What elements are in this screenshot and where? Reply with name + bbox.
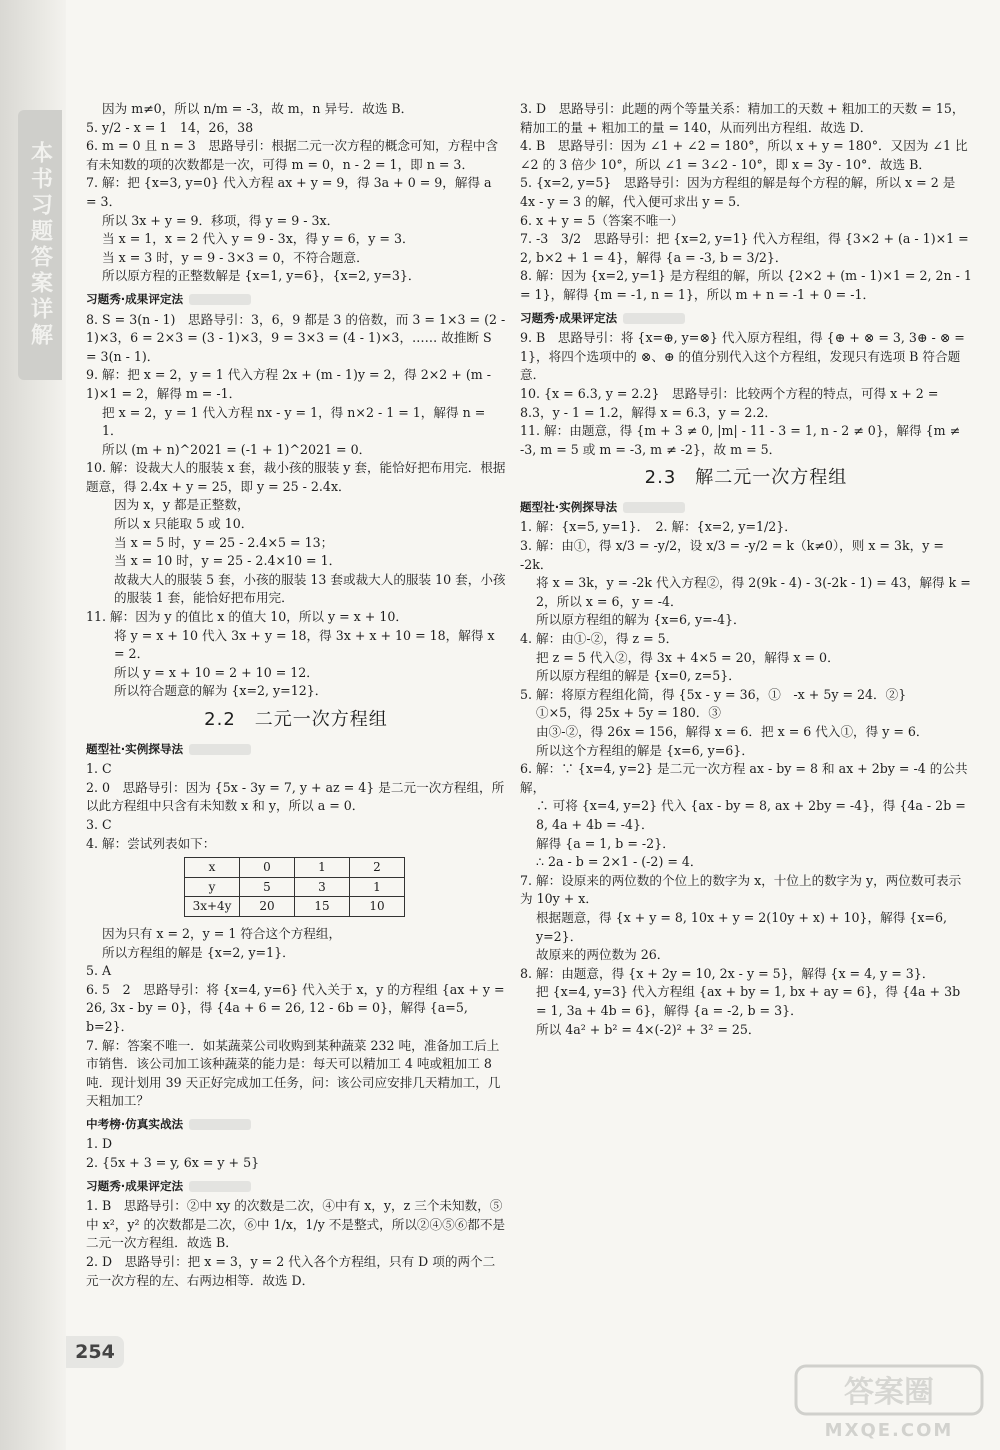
left-column bbox=[86, 100, 506, 1290]
table-cell: 2 bbox=[350, 858, 405, 878]
answer-line: 3. 解：由①，得 x/3 = -y/2，设 x/3 = -y/2 = k（k≠0），则 x = 3k，y = -2k． bbox=[520, 538, 944, 572]
answer-line: 6. x + y = 5（答案不唯一） bbox=[520, 212, 684, 228]
table-row bbox=[185, 858, 405, 878]
answer-line: 1. D bbox=[86, 1136, 113, 1152]
answer-line: 因为 m≠0，所以 n/m = -3，故 m，n 异号．故选 B． bbox=[102, 101, 414, 116]
answer-line: 因为只有 x = 2，y = 1 符合这个方程组， bbox=[102, 925, 342, 941]
answer-line: 当 x = 1，x = 2 代入 y = 9 - 3x，得 y = 6，y = 3． bbox=[102, 231, 415, 247]
right-column bbox=[520, 100, 972, 1039]
answer-line: 所以 3x + y = 9．移项，得 y = 9 - 3x． bbox=[102, 212, 340, 228]
answer-line: 根据题意，得 {x + y = 8, 10x + y = 2(10y + x) + 10}，解得 {x=6, y=2}． bbox=[536, 909, 947, 944]
table-cell: 20 bbox=[240, 897, 295, 917]
answer-line: 10. {x = 6.3, y = 2.2} 思路导引：比较两个方程的特点，可得 x + 2 = 8.3，y - 1 = 1.2，解得 x = 6.3，y = 2.2． bbox=[520, 385, 939, 420]
answer-line: 当 x = 5 时，y = 25 - 2.4×5 = 13； bbox=[114, 534, 334, 550]
answer-line: 由③-②，得 26x = 156，解得 x = 6．把 x = 6 代入①，得 y = 6． bbox=[536, 724, 929, 739]
answer-line: 1. 解：{x=5, y=1}． 2. 解：{x=2, y=1/2}． bbox=[520, 519, 797, 535]
answer-line: 把 x = 2，y = 1 代入方程 nx - y = 1，得 n×2 - 1 = 1，解得 n = 1． bbox=[102, 404, 486, 439]
answer-line: 当 x = 3 时，y = 9 - 3×3 = 0，不符合题意． bbox=[102, 249, 369, 265]
answer-line: 把 {x=4, y=3} 代入方程组 {ax + by = 1, bx + ay = 6}，得 {4a + 3b = 1, 3a + 4b = 6}，解得 {a = -2, b = 3}． bbox=[536, 984, 961, 1018]
table-cell: 3x+4y bbox=[185, 897, 240, 917]
answer-line: 7. 解：把 {x=3, y=0} 代入方程 ax + y = 9，得 3a + 0 = 9，解得 a = 3． bbox=[86, 175, 492, 209]
side-tab bbox=[18, 110, 62, 380]
answer-line: 所以 (m + n)^2021 = (-1 + 1)^2021 = 0． bbox=[102, 441, 372, 457]
answer-line: 7. 解：设原来的两位数的个位上的数字为 x，十位上的数字为 y，两位数可表示为 10y + x． bbox=[520, 872, 962, 907]
answer-line: 7. 解：答案不唯一．如某蔬菜公司收购到某种蔬菜 232 吨，准备加工后上市销售．该公司加工该种蔬菜的能力是：每天可以精加工 4 吨或粗加工 8 吨．现计划用 39 天正好完成加工任务，问：该公司应安排几天精加工，几天粗加工？ bbox=[86, 1037, 501, 1109]
section-tag bbox=[623, 502, 685, 513]
table-cell: 15 bbox=[295, 897, 350, 917]
section-tag bbox=[623, 313, 685, 324]
answer-line: 4. B 思路导引：因为 ∠1 + ∠2 = 180°，所以 x + y = 180°．又因为 ∠1 比 ∠2 的 3 倍少 10°，所以 ∠1 = 3∠2 - 10°，即 x = 3y - 10°．故选 B． bbox=[520, 138, 968, 172]
answer-line: ∴ 2a - b = 2×1 - (-2) = 4． bbox=[536, 854, 703, 870]
answer-line: 4. 解：由①-②，得 z = 5． bbox=[520, 631, 679, 647]
answer-line: 3. C bbox=[86, 816, 112, 832]
answer-line: 1. C bbox=[86, 761, 112, 777]
answer-line: 9. B 思路导引：将 {x=⊕, y=⊗} 代入原方程组，得 {⊕ + ⊗ = 3, 3⊕ - ⊗ = 1}，将四个选项中的 ⊗、⊕ 的值分别代入这个方程组，发现只有选项 B 符合题意． bbox=[520, 330, 965, 383]
answer-line: 11. 解：由题意，得 {m + 3 ≠ 0, |m| - 11 - 3 = 1, n - 2 ≠ 0}，解得 {m ≠ -3, m = 5 或 m = -3, m ≠ -2}，故 m = 5． bbox=[520, 423, 961, 457]
table-cell: 5 bbox=[240, 877, 295, 897]
table-row bbox=[185, 877, 405, 897]
section-label: 中考榜·仿真实战法 bbox=[86, 1115, 506, 1134]
answer-line: 所以 x 只能取 5 或 10． bbox=[114, 516, 254, 532]
answer-line: 当 x = 10 时，y = 25 - 2.4×10 = 1． bbox=[114, 553, 342, 569]
answer-line: 7. -3 3/2 思路导引：把 {x=2, y=1} 代入方程组，得 {3×2 + (a - 1)×1 = 2, b×2 + 1 = 4}，解得 {a = -3, b = 3/2}． bbox=[520, 231, 969, 265]
answer-line: 1. B 思路导引：②中 xy 的次数是二次，④中有 x，y，z 三个未知数，⑤中 x²，y² 的次数都是二次，⑥中 1/x，1/y 不是整式，所以②④⑤⑥都不是二元一次方程组．故选 B． bbox=[86, 1198, 506, 1251]
table-cell: 10 bbox=[350, 897, 405, 917]
answer-line: 2. D 思路导引：把 x = 3，y = 2 代入各个方程组，只有 D 项的两个二元一次方程的左、右两边相等．故选 D． bbox=[86, 1254, 496, 1288]
answer-line: 所以方程组的解是 {x=2, y=1}． bbox=[102, 944, 295, 960]
answer-line: 所以这个方程组的解是 {x=6, y=6}． bbox=[536, 742, 754, 758]
section-tag bbox=[189, 1181, 251, 1192]
section-label: 题型社·实例探导法 bbox=[86, 740, 506, 759]
answer-line: 5. 解：将原方程组化简，得 {5x - y = 36，① -x + 5y = 24．②} bbox=[520, 686, 907, 702]
answer-line: 故裁大人的服装 5 套，小孩的服装 13 套或裁大人的服装 10 套，小孩的服装 1 套，能恰好把布用完． bbox=[114, 571, 506, 606]
answer-line: 8. 解：因为 {x=2, y=1} 是方程组的解，所以 {2×2 + (m - 1)×1 = 2, 2n - 1 = 1}，解得 {m = -1, n = 1}，所以 m + n = -1 + 0 = -1． bbox=[520, 268, 972, 302]
answer-line: 6. 解：∵ {x=4, y=2} 是二元一次方程 ax - by = 8 和 ax + 2by = -4 的公共解， bbox=[520, 761, 968, 795]
side-tab-label: 本书习题答案详解 bbox=[27, 141, 53, 349]
section-heading: 2.3 解二元一次方程组 bbox=[644, 467, 848, 489]
answer-line: 6. 5 2 思路导引：将 {x=4, y=6} 代入关于 x，y 的方程组 {ax + y = 26, 3x - by = 0}，得 {4a + 6 = 26, 12 - 6b = 0}，解得 {a=5, b=2}． bbox=[86, 981, 505, 1034]
table-cell: x bbox=[185, 858, 240, 878]
answer-line: 10. 解：设裁大人的服装 x 套，裁小孩的服装 y 套，能恰好把布用完．根据题意，得 2.4x + y = 25，即 y = 25 - 2.4x． bbox=[86, 460, 506, 494]
answer-line: 2. 0 思路导引：因为 {5x - 3y = 7, y + az = 4} 是二元一次方程组，所以此方程组中只含有未知数 x 和 y，所以 a = 0． bbox=[86, 779, 505, 814]
table-cell: 3 bbox=[295, 877, 350, 897]
section-label: 习题秀·成果评定法 bbox=[86, 290, 506, 309]
answer-line: 5. A bbox=[86, 963, 112, 979]
answer-line: 将 x = 3k，y = -2k 代入方程②，得 2(9k - 4) - 3(-2k - 1) = 43，解得 k = 2，所以 x = 6，y = -4． bbox=[536, 575, 971, 609]
trial-table bbox=[184, 857, 405, 917]
answer-line: 把 z = 5 代入②，得 3x + 4×5 = 20，解得 x = 0． bbox=[536, 649, 840, 665]
section-label: 习题秀·成果评定法 bbox=[86, 1177, 506, 1196]
section-tag bbox=[189, 294, 251, 305]
answer-line: ①×5，得 25x + 5y = 180．③ bbox=[536, 705, 721, 721]
answer-line: 所以 4a² + b² = 4×(-2)² + 3² = 25． bbox=[536, 1021, 761, 1037]
answer-line: 因为 x，y 都是正整数， bbox=[114, 497, 250, 513]
answer-line: 所以原方程的正整数解是 {x=1, y=6}，{x=2, y=3}． bbox=[102, 268, 421, 284]
answer-line: 所以 y = x + 10 = 2 + 10 = 12． bbox=[114, 664, 319, 680]
watermark-logo bbox=[790, 1362, 988, 1442]
answer-line: 2. {5x + 3 = y, 6x = y + 5} bbox=[86, 1155, 260, 1171]
answer-line: 故原来的两位数为 26． bbox=[536, 947, 670, 963]
table-cell: 0 bbox=[240, 858, 295, 878]
answer-line: 5. y/2 - x = 1 14，26，38 bbox=[86, 119, 254, 135]
answer-line: 所以符合题意的解为 {x=2, y=12}． bbox=[114, 683, 328, 699]
watermark-top-text: 答案圈 bbox=[844, 1375, 934, 1410]
section-label: 习题秀·成果评定法 bbox=[520, 309, 972, 328]
table-cell: y bbox=[185, 877, 240, 897]
answer-line: ∴ 可将 {x=4, y=2} 代入 {ax - by = 8, ax + 2by = -4}，得 {4a - 2b = 8, 4a + 4b = -4}． bbox=[536, 798, 966, 832]
answer-line: 所以原方程组的解是 {x=0, z=5}． bbox=[536, 668, 741, 684]
section-heading: 2.2 二元一次方程组 bbox=[204, 709, 388, 730]
answer-line: 4. 解：尝试列表如下： bbox=[86, 835, 216, 851]
answer-line: 5. {x=2, y=5} 思路导引：因为方程组的解是每个方程的解，所以 x = 2 是 4x - y = 3 的解，代入便可求出 y = 5． bbox=[520, 175, 956, 209]
answer-line: 9. 解：把 x = 2，y = 1 代入方程 2x + (m - 1)y = 2，得 2×2 + (m - 1)×1 = 2，解得 m = -1． bbox=[86, 367, 491, 401]
section-tag bbox=[189, 744, 251, 755]
section-tag bbox=[189, 1119, 251, 1130]
table-cell: 1 bbox=[295, 858, 350, 878]
watermark-bottom-text: MXQE.COM bbox=[824, 1420, 954, 1441]
answer-line: 8. 解：由题意，得 {x + 2y = 10, 2x - y = 5}，解得 {x = 4, y = 3}． bbox=[520, 965, 935, 981]
answer-line: 3. D 思路导引：此题的两个等量关系：精加工的天数 + 粗加工的天数 = 15，精加工的量 + 粗加工的量 = 140，从而列出方程组．故选 D． bbox=[520, 101, 965, 135]
table-cell: 1 bbox=[350, 877, 405, 897]
answer-line: 8. S = 3(n - 1) 思路导引：3，6，9 都是 3 的倍数，而 3 = 1×3 = (2 - 1)×3，6 = 2×3 = (3 - 1)×3，9 = 3×3 = (4 - 1)×3，…… 故推断 S = 3(n - 1)． bbox=[86, 311, 506, 364]
answer-line: 所以原方程组的解为 {x=6, y=-4}． bbox=[536, 612, 746, 628]
answer-line: 解得 {a = 1, b = -2}． bbox=[536, 835, 675, 851]
table-row bbox=[185, 897, 405, 917]
answer-line: 6. m = 0 且 n = 3 思路导引：根据二元一次方程的概念可知，方程中含有未知数的项的次数都是一次，可得 m = 0，n - 2 = 1，即 n = 3． bbox=[86, 138, 499, 172]
answer-line: 将 y = x + 10 代入 3x + y = 18，得 3x + x + 10 = 18，解得 x = 2． bbox=[114, 627, 495, 662]
page-number: 254 bbox=[66, 1336, 124, 1368]
answer-line: 11. 解：因为 y 的值比 x 的值大 10，所以 y = x + 10． bbox=[86, 609, 408, 625]
section-label: 题型社·实例探导法 bbox=[520, 498, 972, 517]
